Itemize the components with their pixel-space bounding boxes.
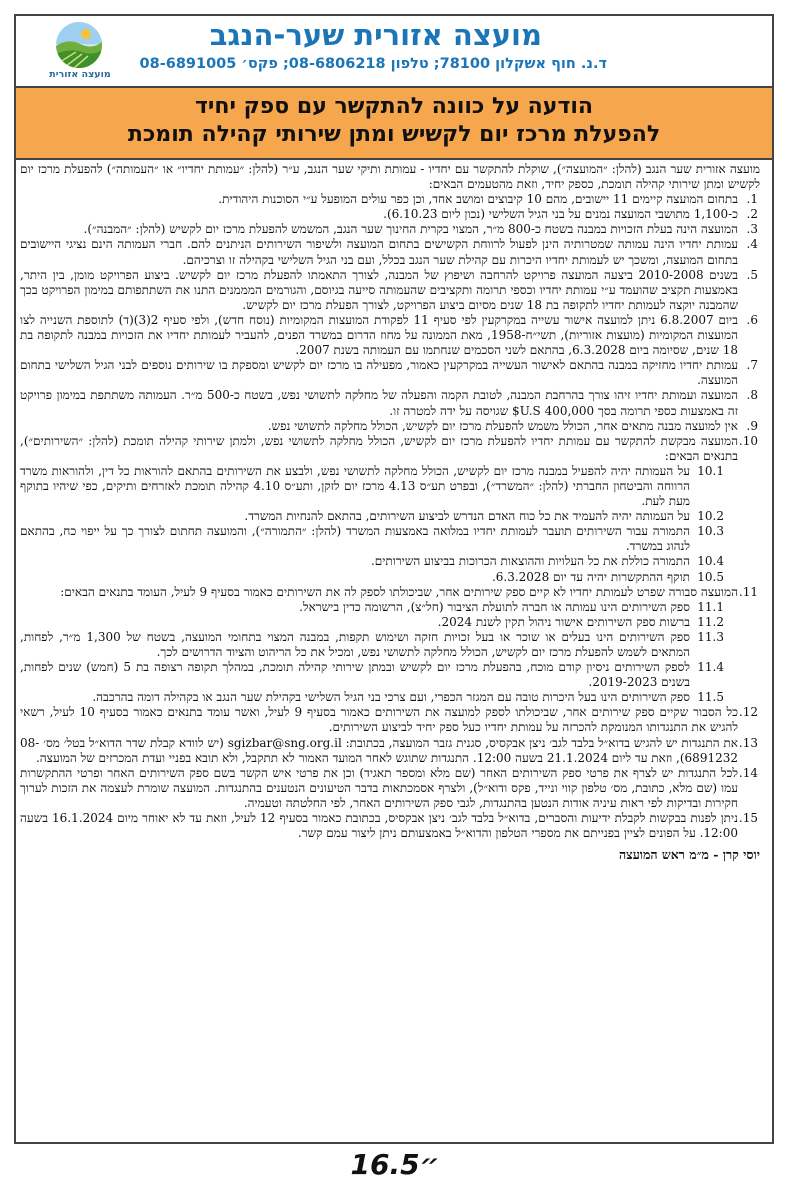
clause-text: על העמותה יהיה להעמיד את כל כוח האדם הנדרש לביצוע השירותים, בהתאם להנחיות המשרד. <box>244 509 690 524</box>
clause-text: ביום 6.8.2007 ניתן למועצה אישור עשייה במקרקעין לפי סעיף 11 לפקודת המועצות המקומיות (נוסח חדש), ולפי סעיף 2(3)(ד) לתוספת השנייה לצו המועצות המקומיות (מועצות אזוריות), תשי״ח-1958, מאת הממונה על מחוז הדרום במשרד הפנים, להעביר לעמותת יחדיו את הזכויות במבנה לתקופה בת 18 שנים, שסיומה ביום 6.3.2028, בהתאם לשני הסכמים שנחתמו עם העמותה בשנת 2007. <box>20 312 738 358</box>
clause-number: 11.3 <box>697 629 724 644</box>
clause-number: 5. <box>746 267 758 282</box>
clause-text: לספק השירותים ניסיון קודם מוכח, בהפעלת מרכז יום לקשיש ובמתן שירותי קהילה תומכת, במהלך תקופה רצופה בת 5 (חמש) שנים לפחות, בשנים 2019-2023. <box>20 660 690 690</box>
clause-item <box>20 313 760 358</box>
clause-item <box>20 705 760 735</box>
subclause-item <box>20 464 760 509</box>
clause-text: ברשות ספק השירותים אישור ניהול תקין לשנת 2024. <box>437 614 690 629</box>
header <box>16 16 772 86</box>
notice-title-banner <box>16 86 772 160</box>
clause-text: את התנגדות יש להגיש בדוא״ל בלבד לגב׳ ניצן אבקסיס, סגנית גזבר המועצה, בכתובת: sgizbar@sng.org.il (יש לוודא קבלת שדר הדוא״ל בטל׳ מס׳ 08-6891232), וזאת עד ליום 21.1.2024 בשעה 12:00. התנגדות שתוגש לאחר המועד האמור לא תתקבל, ולא תובא בפניי ועדת המכרזים של המועצה. <box>20 735 738 765</box>
clause-text: המועצה מבקשת להתקשר עם עמותת יחדיו להפעלת מרכז יום לקשיש, הכולל מחלקה לתשושי נפש, ולמתן שירותי קהילה תומכת (להלן: ״השירותים״), בתנאים הבאים: <box>20 433 738 463</box>
clause-number: 14. <box>738 765 758 780</box>
clause-number: 10.3 <box>697 524 724 539</box>
logo-text-top: מועצה אזורית <box>49 69 111 80</box>
org-name: מועצה אזורית שער-הנגב <box>209 18 542 52</box>
clause-text: כל הסבור שקיים ספק שירותים אחר, שביכולתו לספק למועצה את השירותים כאמור בסעיף 9 לעיל, ואשר עומד בתנאים כאמור בסעיף 10 לעיל, רשאי להגיש את התנגדותו המנומקת להכרזה על עמותת יחדיו כעל ספק יחיד לביצוע השירותים. <box>20 705 738 735</box>
subclause-item <box>20 554 760 569</box>
clause-text: המועצה ועמותת יחדיו זיהו צורך בהרחבת המבנה, לטובת הקמה והפעלה של מחלקה לתשושי נפש, בשטח כ-500 מ״ר. העמותה משתתפת במימון פרויקט זה באמצעות כספי תרומה בסך 400,000 U.S$ שגויסה על ידה למטרה זו. <box>20 388 739 418</box>
notice-title-line1: הודעה על כוונה להתקשר עם ספק יחיד <box>194 94 594 119</box>
subclause-item <box>20 615 760 630</box>
org-address: ד.נ. חוף אשקלון 78100; טלפון 08-6806218; פקס׳ 08-6891005 <box>139 56 607 72</box>
notice-frame <box>14 14 774 1144</box>
intro-paragraph: מועצה אזורית שער הנגב (להלן: ״המועצה״), שוקלת להתקשר עם יחדיו - עמותת ותיקי שער הנגב, ע״ר (להלן: ״עמותת יחדיו״ או ״העמותה״) להפעלת מרכז יום לקשיש ומתן שירותי קהילה תומכת, כספק יחיד, וזאת מהטעמים הבאים: <box>20 162 760 192</box>
clause-item <box>20 736 760 766</box>
clause-number: 11.5 <box>697 690 724 705</box>
notice-body <box>20 162 760 862</box>
clause-number: 9. <box>746 418 758 433</box>
clause-number: 10.2 <box>697 509 724 524</box>
clause-number: 6. <box>746 312 758 327</box>
clause-number: 15. <box>738 811 758 826</box>
clause-item <box>20 207 760 222</box>
ad-size-label: 16.5״ <box>350 1148 440 1181</box>
clause-number: 11.4 <box>697 660 724 675</box>
subclause-item <box>20 690 760 705</box>
clause-text: עמותת יחדיו הינה עמותה שמטרותיה הינן לפעול לרווחת הקשישים בתחום המועצה ולשיפור השירותים הניתנים להם. חברי העמותה הינם נציגי היישובים בתחום המועצה, ומשכך יש לעמותת יחדיו היכרות עם קהילת שער הנגב בכלל, ועם בני הגיל השלישי בקהילה זו וצרכיהם. <box>20 237 738 267</box>
clause-text: המועצה סבורה שפרט לעמותת יחדיו לא קיים ספק שירותים אחר, שביכולתו לספק לה את השירותים כאמור בסעיף 9 לעיל, העומד בתנאים הבאים: <box>60 584 738 599</box>
clause-10-subitems <box>20 464 760 585</box>
clause-text: התמורה עבור השירותים תועבר לעמותת יחדיו במלואה באמצעות המשרד (להלן: ״התמורה״), והמועצה תחתום לצורך כך על ייפוי כח, בהתאם לנהוג במשרד. <box>20 524 690 554</box>
clause-number: 11. <box>738 584 758 599</box>
clause-number: 10.5 <box>697 569 724 584</box>
clause-11-subitems <box>20 600 760 706</box>
subclause-item <box>20 509 760 524</box>
subclause-item <box>20 660 760 690</box>
clause-number: 11.1 <box>697 599 724 614</box>
clause-item <box>20 434 760 464</box>
clause-text: ספק השירותים הינו בעלים או שוכר או בעל זכויות חזקה ושימוש תקפות, במבנה המצוי בתחומי המועצה, בשטח של 1,300 מ״ר, לפחות, המתאים לשמש להפעלת מרכז יום לקשיש, הכולל מחלקה לתשושי נפש, ומכיל את כל הריהוט והציוד הדרושים לכך. <box>20 629 690 659</box>
clause-item <box>20 358 760 388</box>
clause-item <box>20 766 760 811</box>
clause-text: ספק השירותים הינו עמותה או חברה לתועלת הציבור (חל״צ), הרשומה כדין בישראל. <box>299 599 690 614</box>
clause-number: 2. <box>746 207 758 222</box>
clause-text: בשנים 2010-2008 ביצעה המועצה פרויקט להרחבה ושיפוץ של המבנה, לצורך התאמתו להפעלת מרכז יום לקשיש. ביצוע הפרויקט מומן, בין היתר, באמצעות תקציב שהועמד ע״י עמותת יחדיו וכספי תרומה ותקציבים שהעמותה סייעה בגיוסם, והגורמים המממנים התנו את השתתפותם במימון הפרויקט בכך שהמבנה יוקצה לעמותת יחדיו לתקופה בת 18 שנים מסיום ביצוע הפרויקט, לצורך הפעלת מרכז יום לקשיש. <box>20 267 738 312</box>
clause-text: אין למועצה מבנה מתאים אחר, הכולל משמש להפעלת מרכז יום לקשיש, הכולל מחלקה לתשושי נפש. <box>267 418 738 433</box>
clause-item <box>20 811 760 841</box>
clause-item <box>20 388 760 418</box>
clause-number: 1. <box>746 192 758 207</box>
clause-text: ספק השירותים הינו בעל היכרות טובה עם המגזר הכפרי, ועם צרכי בני הגיל השלישי בקהילת שער הנגב או בקהילה דומה בהרכבה. <box>92 690 690 705</box>
clause-item <box>20 268 760 313</box>
clause-item <box>20 192 760 207</box>
clause-number: 7. <box>746 358 758 373</box>
clause-number: 8. <box>746 388 758 403</box>
clause-number: 10.4 <box>697 554 724 569</box>
clause-number: 13. <box>738 735 758 750</box>
clause-number: 10.1 <box>697 463 724 478</box>
subclause-item <box>20 570 760 585</box>
clause-number: 10. <box>738 433 758 448</box>
clause-text: התמורה כוללת את כל העלויות וההוצאות הכרוכות בביצוע השירותים. <box>370 554 690 569</box>
clause-item <box>20 585 760 600</box>
clause-number: 11.2 <box>697 614 724 629</box>
clause-text: בתחום המועצה קיימים 11 יישובים, מהם 10 קיבוצים ומושב אחד, וכן כפר עולים המופעל ע״י הסוכנות היהודית. <box>218 192 738 207</box>
clauses-list <box>20 192 760 464</box>
logo-emblem-icon <box>56 22 102 68</box>
subclause-item <box>20 524 760 554</box>
clause-item <box>20 419 760 434</box>
clause-text: לכל התנגדות יש לצרף את פרטי ספק השירותים האחר (שם מלא ומספר תאגיד) וכן את פרטי איש הקשר בשם ספק השירותים האחר ופרטי ההתקשרות עמו (שם מלא, כתובת, מס׳ טלפון קווי ונייד, פקס ודוא״ל), ולצרף אסמכתאות בדבר הטיעונים הנטענים בהתנגדות. המועצה שומרת לעצמה את הזכות לערוך חקירות ובדיקות לפי ראות עיניה אודות הנטען בהתנגדות, לגבי ספק השירותים האחר, לפי החלטתה וטעמיה. <box>20 765 738 810</box>
clause-number: 3. <box>746 222 758 237</box>
clause-item <box>20 237 760 267</box>
clause-text: ניתן לפנות בבקשות לקבלת ידיעות והסברים, בדוא״ל בלבד לגב׳ ניצן אבקסיס, בכתובת כאמור בסעיף 12 לעיל, וזאת עד לא יאוחר מיום 16.1.2024 בשעה 12:00. על הפונים לציין בפנייתם את מספרי הטלפון והדוא״ל באמצעותם ניתן ליצור עמם קשר. <box>20 811 738 841</box>
notice-title-line2: להפעלת מרכז יום לקשיש ומתן שירותי קהילה תומכת <box>127 122 661 147</box>
clause-number: 12. <box>738 705 758 720</box>
subclause-item <box>20 630 760 660</box>
clauses-list-rest <box>20 705 760 841</box>
signature: יוסי קרן - מ״מ ראש המועצה <box>618 847 760 863</box>
clause-item <box>20 222 760 237</box>
subclause-item <box>20 600 760 615</box>
clause-text: תוקף ההתקשרות יהיה עד יום 6.3.2028. <box>491 569 690 584</box>
clause-text: המועצה הינה בעלת הזכויות במבנה בשטח כ-800 מ״ר, המצוי בקרית החינוך שער הנגב, המשמש להפעלת מרכז יום לקשיש (להלן: ״המבנה״). <box>83 222 738 237</box>
clause-text: כ-1,100 מתושבי המועצה נמנים על בני הגיל השלישי (נכון ליום 6.10.23). <box>383 207 738 222</box>
clause-text: עמותת יחדיו מחזיקה במבנה בהתאם לאישור העשייה במקרקעין כאמור, מפעילה בו מרכז יום לקשיש ומספקת בו שירותים נוספים לבני הגיל השלישי בתחום המועצה. <box>20 358 738 388</box>
clause-number: 4. <box>746 237 758 252</box>
clause-text: על העמותה יהיה להפעיל במבנה מרכז יום לקשיש, הכולל מחלקה לתשושי נפש, ולבצע את השירותים בהתאם להוראות כל דין, ולהוראות משרד הרווחה והביטחון החברתי (להלן: ״המשרד״), ובפרט תע״ס 4.13 מרכז יום לזקן, ותע״ס 4.10 קהילה תומכת לאזרחים ותיקים, כפי שיהיו בתוקף מעת לעת. <box>20 463 690 509</box>
